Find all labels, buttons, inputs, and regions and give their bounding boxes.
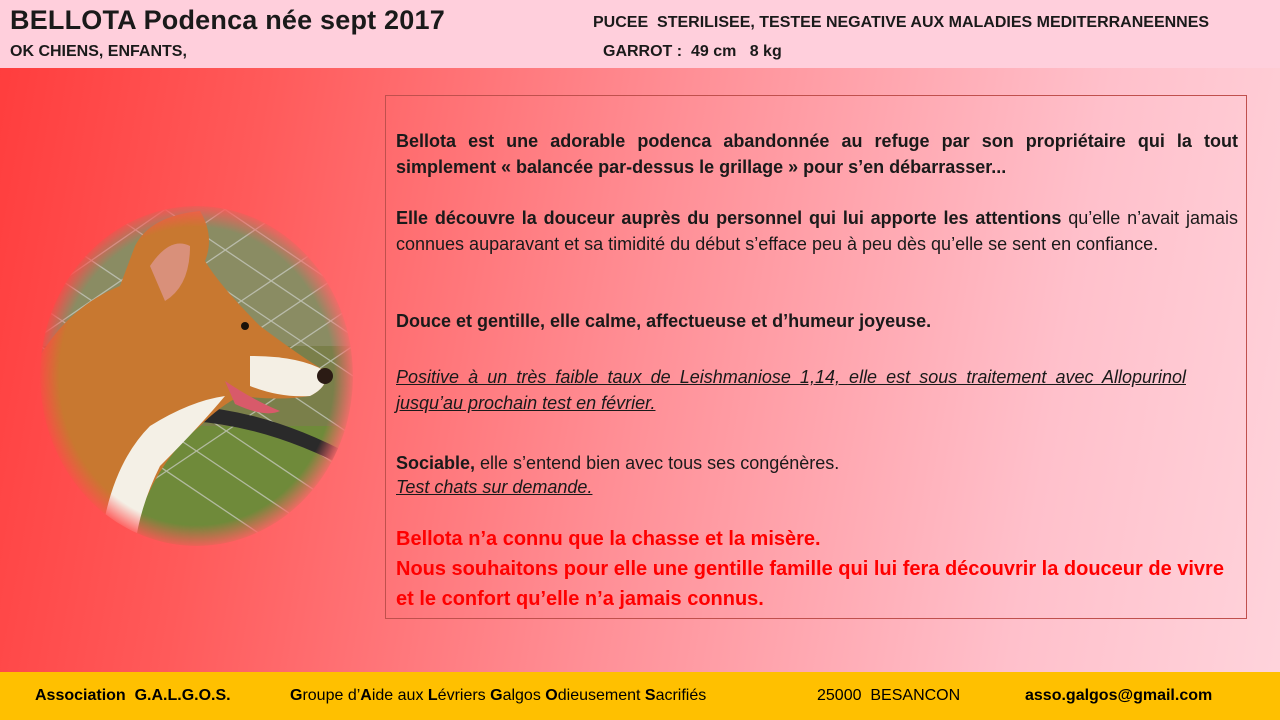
dog-photo [40,206,353,546]
health-paragraph: Positive à un très faible taux de Leishmaniose 1,14, elle est sous traitement avec Allopurinol jusqu’au prochain test en février. [396,367,1186,413]
dog-title: BELLOTA Podenca née sept 2017 [10,5,445,35]
cats-test-line: Test chats sur demande. [396,477,593,497]
health-status: PUCEE STERILISEE, TESTEE NEGATIVE AUX MALADIES MEDITERRANEENNES [593,14,1210,31]
sociable-paragraph [396,450,1238,476]
adoption-wish: Nous souhaitons pour elle une gentille famille qui lui fera découvrir la douceur de vivre et le confort qu’elle n’a jamais connus. [396,558,1224,610]
sociable-rest: elle s’entend bien avec tous ses congénères. [475,453,840,473]
personnel-paragraph [396,205,1238,257]
footer-band [0,672,1280,720]
size-info: GARROT : 49 cm 8 kg [603,43,782,60]
personnel-bold: Elle découvre la douceur auprès du personnel qui lui apporte les attentions [396,208,1062,228]
association-name: Association G.A.L.G.O.S. [35,687,231,704]
association-acronym-expansion: Groupe d’Aide aux Lévriers Galgos Odieusement Sacrifiés [290,687,707,704]
sociable-bold: Sociable, [396,453,476,473]
temperament-paragraph: Douce et gentille, elle calme, affectueuse et d’humeur joyeuse. [396,311,932,331]
header-band [0,0,1280,68]
intro-paragraph: Bellota est une adorable podenca abandonnée au refuge par son propriétaire qui la tout simplement « balancée par-dessus le grillage » pour s’en débarrasser... [396,131,1238,177]
history-line: Bellota n’a connu que la chasse et la misère. [396,528,821,550]
email-link[interactable]: asso.galgos@gmail.com [1025,687,1213,704]
description-box [385,95,1247,619]
compatibility-line: OK CHIENS, ENFANTS, [10,43,187,60]
personnel-rest: qu’elle n’avait jamais connues auparavant et sa timidité du début s’efface peu à peu dès qu’elle se sent en confiance. [396,208,1238,254]
city: 25000 BESANCON [817,687,961,704]
